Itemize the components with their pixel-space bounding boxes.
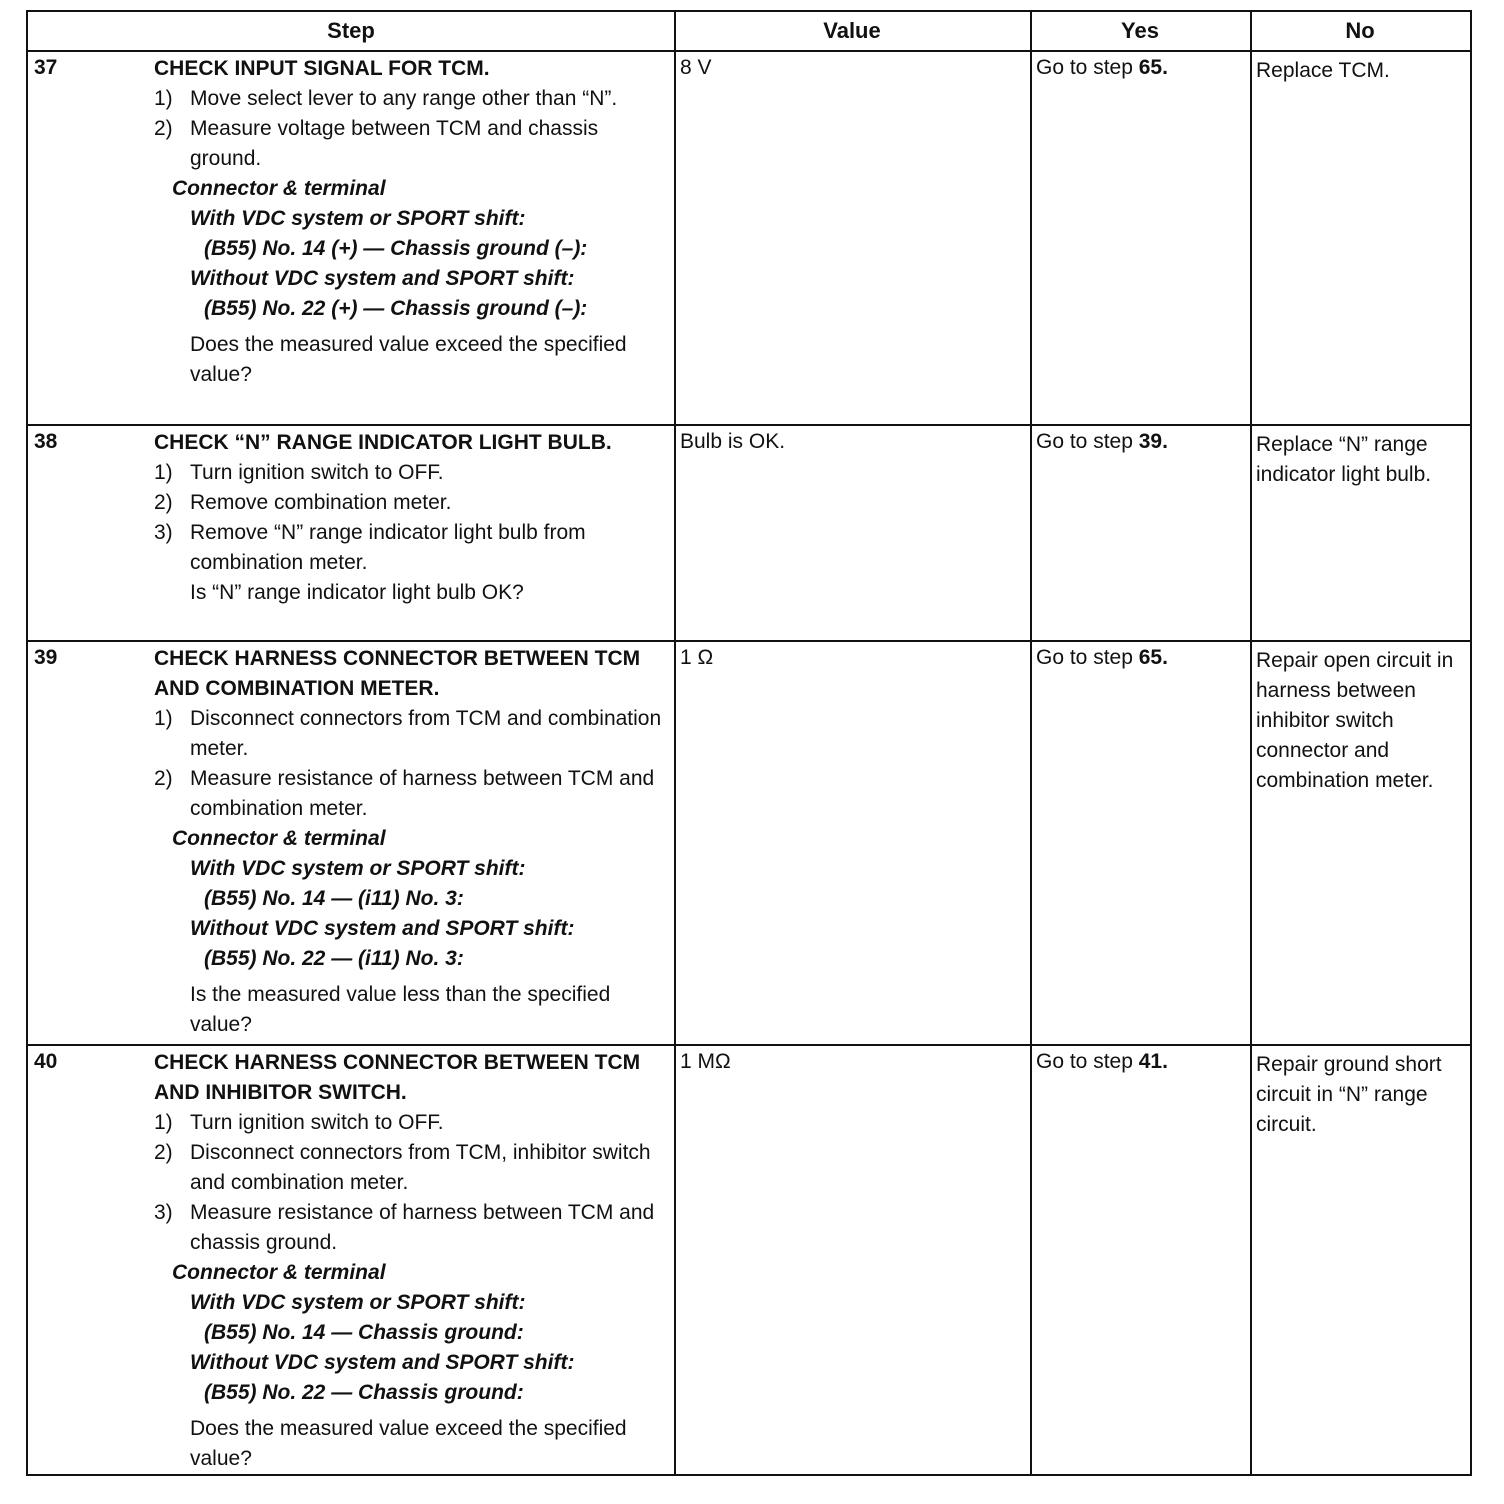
connector-heading: Connector & terminal bbox=[172, 827, 386, 850]
value-cell: 1 Ω bbox=[680, 646, 714, 669]
step-description bbox=[154, 54, 674, 390]
header-value: Value bbox=[674, 12, 1030, 52]
step-item: 1) Disconnect connectors from TCM and combination meter. bbox=[154, 707, 662, 760]
value-cell: 1 MΩ bbox=[680, 1050, 731, 1073]
step-question: Is “N” range indicator light bulb OK? bbox=[190, 581, 524, 604]
step-item: 3) Measure resistance of harness between TCM and chassis ground. bbox=[154, 1201, 655, 1254]
row-divider bbox=[28, 424, 1470, 426]
row-divider bbox=[28, 1044, 1470, 1046]
no-cell: Replace TCM. bbox=[1256, 59, 1390, 82]
step-number: 37 bbox=[34, 56, 58, 79]
yes-cell: Go to step 65. bbox=[1036, 56, 1168, 79]
step-number: 38 bbox=[34, 430, 58, 453]
header-step: Step bbox=[28, 12, 674, 52]
connector-condition: With VDC system or SPORT shift: bbox=[190, 207, 526, 230]
step-item: 1) Turn ignition switch to OFF. bbox=[154, 1111, 444, 1134]
connector-condition: With VDC system or SPORT shift: bbox=[190, 1291, 526, 1314]
step-title: CHECK “N” RANGE INDICATOR LIGHT BULB. bbox=[154, 431, 612, 454]
no-cell: Repair open circuit in harness between inhibitor switch connector and combination meter. bbox=[1256, 649, 1454, 792]
no-cell: Repair ground short circuit in “N” range circuit. bbox=[1256, 1053, 1442, 1136]
step-item: 2) Remove combination meter. bbox=[154, 491, 452, 514]
column-divider bbox=[1250, 12, 1252, 1474]
connector-terminal: (B55) No. 22 (+) — Chassis ground (–): bbox=[204, 297, 588, 320]
step-item: 1) Move select lever to any range other than “N”. bbox=[154, 87, 618, 110]
step-question: Does the measured value exceed the specified value? bbox=[190, 1417, 627, 1470]
step-number: 40 bbox=[34, 1050, 58, 1073]
connector-terminal: (B55) No. 14 — (i11) No. 3: bbox=[204, 887, 464, 910]
diagnostic-table bbox=[26, 10, 1472, 1476]
header-yes: Yes bbox=[1030, 12, 1250, 52]
step-title: CHECK INPUT SIGNAL FOR TCM. bbox=[154, 57, 490, 80]
step-item: 2) Measure resistance of harness between TCM and combination meter. bbox=[154, 767, 655, 820]
header-no: No bbox=[1250, 12, 1470, 52]
step-question: Is the measured value less than the specified value? bbox=[190, 983, 611, 1036]
step-question: Does the measured value exceed the specified value? bbox=[190, 333, 627, 386]
step-item: 1) Turn ignition switch to OFF. bbox=[154, 461, 444, 484]
connector-condition: Without VDC system and SPORT shift: bbox=[190, 1351, 575, 1374]
connector-terminal: (B55) No. 14 (+) — Chassis ground (–): bbox=[204, 237, 588, 260]
yes-cell: Go to step 39. bbox=[1036, 430, 1168, 453]
yes-cell: Go to step 41. bbox=[1036, 1050, 1168, 1073]
step-title: CHECK HARNESS CONNECTOR BETWEEN TCM AND COMBINATION METER. bbox=[154, 647, 641, 700]
connector-terminal: (B55) No. 22 — (i11) No. 3: bbox=[204, 947, 464, 970]
value-cell: 8 V bbox=[680, 56, 712, 79]
connector-heading: Connector & terminal bbox=[172, 177, 386, 200]
connector-terminal: (B55) No. 14 — Chassis ground: bbox=[204, 1321, 524, 1344]
row-divider bbox=[28, 640, 1470, 642]
step-title: CHECK HARNESS CONNECTOR BETWEEN TCM AND INHIBITOR SWITCH. bbox=[154, 1051, 641, 1104]
step-description bbox=[154, 644, 674, 1040]
column-divider bbox=[1030, 12, 1032, 1474]
connector-condition: With VDC system or SPORT shift: bbox=[190, 857, 526, 880]
step-description bbox=[154, 428, 674, 608]
step-item: 2) Measure voltage between TCM and chassis ground. bbox=[154, 117, 599, 170]
step-item: 3) Remove “N” range indicator light bulb from combination meter. bbox=[154, 521, 586, 574]
connector-condition: Without VDC system and SPORT shift: bbox=[190, 267, 575, 290]
connector-heading: Connector & terminal bbox=[172, 1261, 386, 1284]
value-cell: Bulb is OK. bbox=[680, 430, 786, 453]
step-item: 2) Disconnect connectors from TCM, inhibitor switch and combination meter. bbox=[154, 1141, 651, 1194]
column-divider bbox=[674, 12, 676, 1474]
connector-terminal: (B55) No. 22 — Chassis ground: bbox=[204, 1381, 524, 1404]
connector-condition: Without VDC system and SPORT shift: bbox=[190, 917, 575, 940]
yes-cell: Go to step 65. bbox=[1036, 646, 1168, 669]
step-number: 39 bbox=[34, 646, 58, 669]
no-cell: Replace “N” range indicator light bulb. bbox=[1256, 433, 1432, 486]
step-description bbox=[154, 1048, 674, 1474]
